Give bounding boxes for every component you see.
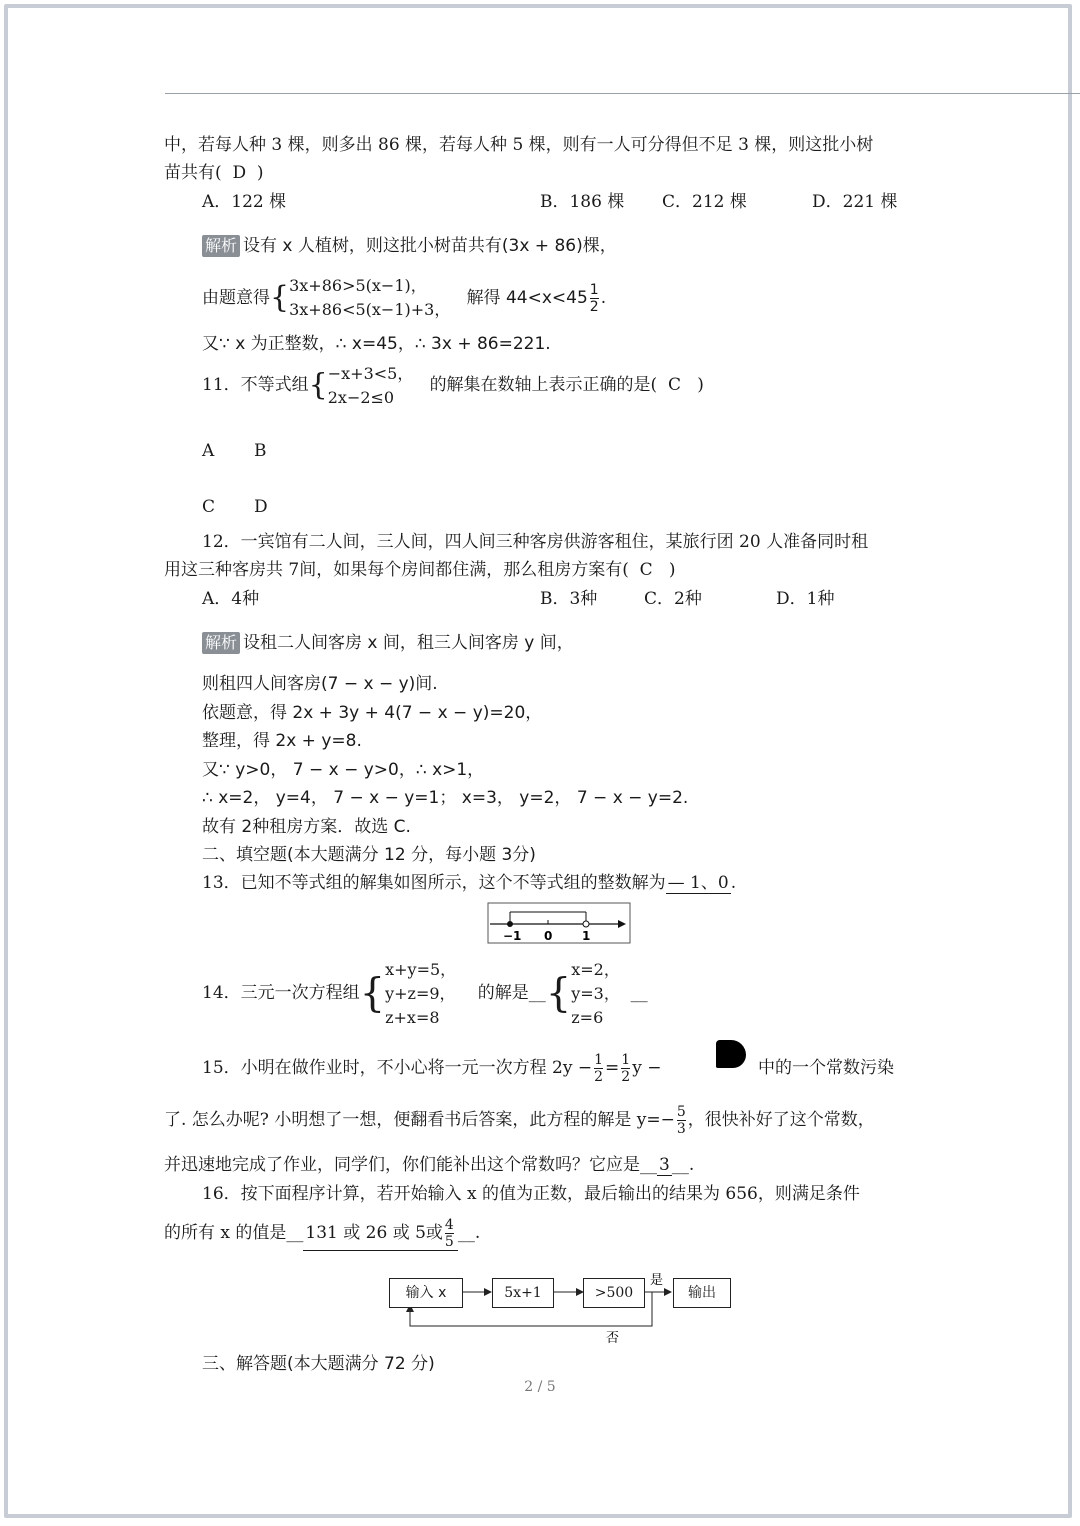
q10-line2: 苗共有( D ) (164, 163, 264, 183)
q16-line2: 的所有 x 的值是__ 131 或 26 或 5或 $\frac{4}{5}$ __. (164, 1217, 481, 1250)
q15-answer: 3 (659, 1155, 670, 1175)
q12-analysis-line: 故有 2种租房方案．故选 C. (202, 817, 411, 837)
q12-analysis-line: 整理，得 2x + y=8. (202, 731, 362, 751)
page-number: 2 / 5 (524, 1379, 556, 1395)
q15-line1-end: 中的一个常数污染 (758, 1058, 894, 1078)
q13-question: 13．已知不等式组的解集如图所示，这个不等式组的整数解为 — 1、0 . (202, 873, 737, 893)
q10-analysis-system: 由题意得{ 3x+86>5(x−1)， 3x+86<5(x−1)+3， 解得 44<x<45 $\frac{1}{2}$ . (202, 276, 607, 319)
q16-answer: 131 或 26 或 5或 $\frac{4}{5}$ (303, 1217, 457, 1251)
flow-no-label: 否 (606, 1331, 620, 1346)
q11-choice-d: D (254, 497, 268, 517)
q15-line3: 并迅速地完成了作业，同学们，你们能补出这个常数吗？它应是__ 3 __. (164, 1155, 695, 1175)
q11-choice-b: B (254, 441, 267, 461)
q12-option-a: A．4种 (202, 589, 260, 609)
q10-option-b: B．186 棵 (540, 192, 625, 212)
q13-answer: — 1、0 (667, 873, 729, 893)
analysis-badge: 解析 (202, 632, 240, 654)
tick-label: −1 (503, 929, 522, 943)
q12-option-d: D．1种 (776, 589, 835, 609)
q10-line1: 中，若每人种 3 棵，则多出 86 棵，若每人种 5 棵，则有一人可分得但不足 3 棵，则这批小树 (164, 135, 874, 155)
section-heading: 三、解答题(本大题满分 72 分) (202, 1354, 435, 1374)
flow-condition-box: >500 (583, 1278, 645, 1308)
q15-line1: 15．小明在做作业时，不小心将一元一次方程 2y − $\frac{1}{2}$ = $\frac{1}{2}$ y − (202, 1052, 662, 1085)
q12-analysis-line: 依题意，得 2x + 3y + 4(7 − x − y)=20， (202, 703, 543, 723)
q12-option-b: B．3种 (540, 589, 598, 609)
q12-analysis: 解析 设租二人间客房 x 间，租三人间客房 y 间， (202, 630, 574, 656)
q11-choice-c: C (202, 497, 216, 517)
q10-answer: D (232, 163, 247, 183)
q10-analysis-conclusion: 又∵ x 为正整数，∴ x=45，∴ 3x + 86=221. (202, 334, 551, 354)
q12-line2: 用这三种客房共 7间，如果每个房间都住满，那么租房方案有( C ) (164, 560, 676, 580)
flow-yes-label: 是 (650, 1273, 664, 1288)
q14-answer: x=2， y=3， z=6 (571, 959, 620, 1027)
q12-line1: 12．一宾馆有二人间，三人间，四人间三种客房供游客租住，某旅行团 20 人准备同时租 (202, 532, 869, 552)
q10-analysis: 解析 设有 x 人植树，则这批小树苗共有(3x + 86)棵， (202, 233, 617, 259)
flow-output-box: 输出 (673, 1278, 731, 1308)
tick-label: 1 (582, 929, 591, 943)
flow-operation-box: 5x+1 (492, 1278, 554, 1308)
q12-analysis-line: 则租四人间客房(7 − x − y)间. (202, 674, 438, 694)
q15-line2: 了. 怎么办呢? 小明想了一想，便翻看书后答案，此方程的解是 y=− $\frac{5}{3}$ ，很快补好了这个常数， (164, 1104, 875, 1137)
analysis-badge: 解析 (202, 235, 240, 257)
q11-answer: C (668, 375, 682, 395)
q11-question: 11．不等式组{ −x+3<5， 2x−2≤0 的解集在数轴上表示正确的是( C ) (202, 363, 704, 407)
header-rule (165, 93, 1080, 94)
section-heading: 二、填空题(本大题满分 12 分，每小题 3分) (202, 845, 536, 865)
q11-choice-a: A (202, 441, 215, 461)
q13-number-line (486, 902, 632, 944)
q14-question: 14．三元一次方程组{ x+y=5， y+z=9， z+x=8 的解是__{ x=2， y=3， z=6 __ (202, 955, 648, 1031)
q16-line1: 16．按下面程序计算，若开始输入 x 的值为正数，最后输出的结果为 656，则满足条件 (202, 1184, 860, 1204)
tick-label: 0 (544, 929, 553, 943)
q12-analysis-line: ∴ x=2， y=4， 7 − x − y=1； x=3， y=2， 7 − x − y=2. (202, 788, 689, 808)
q10-option-a: A．122 棵 (202, 192, 287, 212)
q12-answer: C (639, 560, 653, 580)
flow-input-box: 输入 x (389, 1278, 463, 1308)
ink-blot (716, 1040, 746, 1068)
q10-option-d: D．221 棵 (812, 192, 898, 212)
q12-analysis-line: 又∵ y>0， 7 − x − y>0，∴ x>1， (202, 760, 485, 780)
q12-option-c: C．2种 (644, 589, 702, 609)
q10-option-c: C．212 棵 (662, 192, 747, 212)
